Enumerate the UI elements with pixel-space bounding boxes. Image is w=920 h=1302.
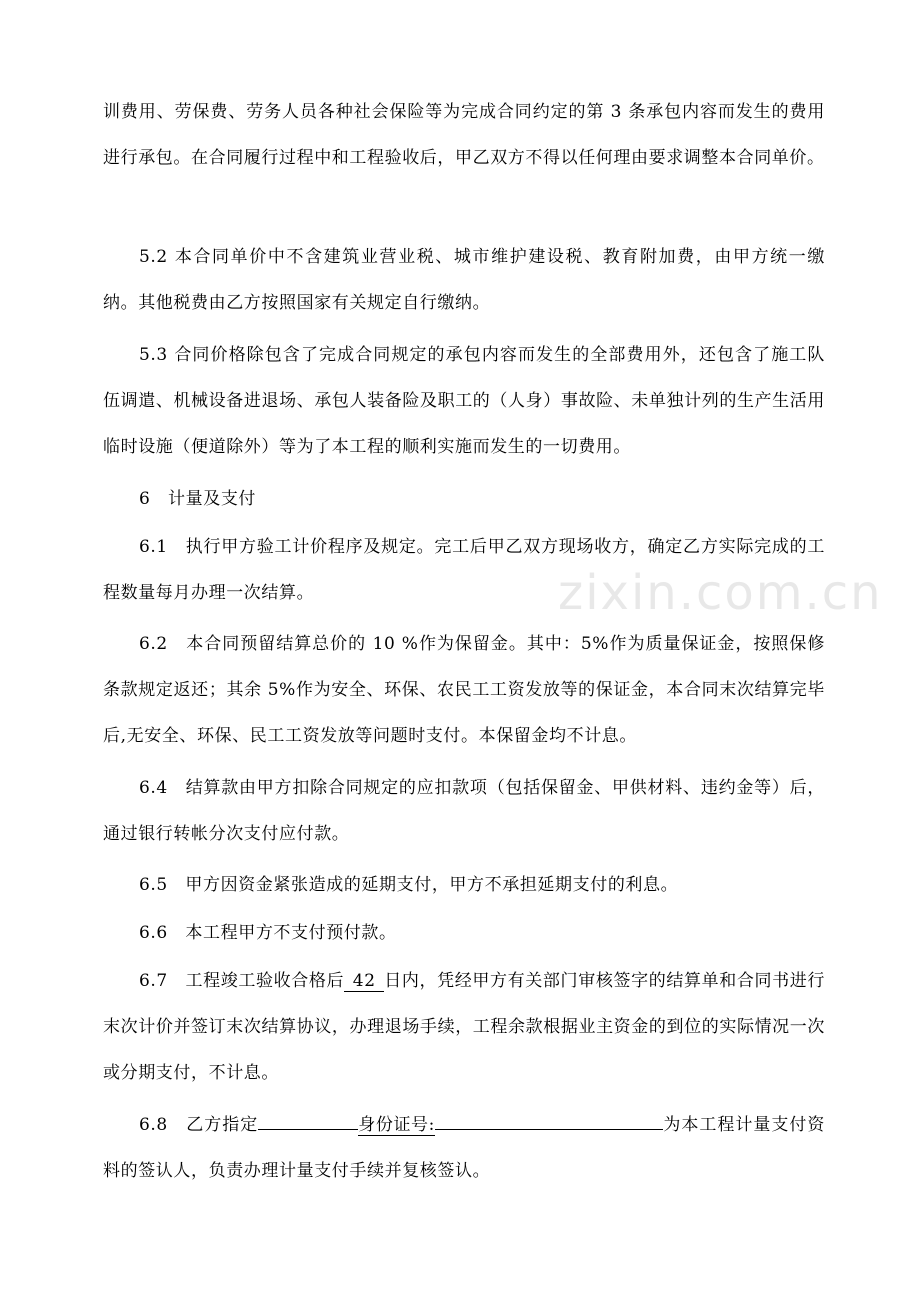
paragraph-6-7-lead: 6.7 工程竣工验收合格后: [139, 971, 345, 991]
paragraph-6-1: 6.1 执行甲方验工计价程序及规定。完工后甲乙双方现场收方，确定乙方实际完成的工程数量每月办理一次结算。: [103, 537, 825, 603]
signatory-name-blank: [258, 1129, 358, 1130]
section-heading-6: 6 计量及支付: [139, 489, 257, 509]
paragraph-6-8-lead: 6.8 乙方指定: [139, 1115, 259, 1135]
paragraph-6-7: [103, 958, 825, 1096]
paragraph-6-4: 6.4 结算款由甲方扣除合同规定的应扣款项（包括保留金、甲供材料、违约金等）后，通过银行转帐分次支付应付款。: [103, 778, 825, 844]
paragraph-6-7-rest: 日内，凭经甲方有关部门审核签字的结算单和合同书进行末次计价并签订末次结算协议，办理退场手续，工程余款根据业主资金的到位的实际情况一次或分期支付，不计息。: [103, 971, 826, 1083]
id-number-blank: [435, 1129, 663, 1130]
paragraph-5-2: 5.2 本合同单价中不含建筑业营业税、城市维护建设税、教育附加费，由甲方统一缴纳。其他税费由乙方按照国家有关规定自行缴纳。: [103, 247, 825, 313]
watermark: zixin.com.cn: [558, 565, 883, 621]
paragraph-6-8: [103, 1102, 825, 1194]
paragraph-continuation: 训费用、劳保费、劳务人员各种社会保险等为完成合同约定的第 3 条承包内容而发生的费用进行承包。在合同履行过程中和工程验收后，甲乙双方不得以任何理由要求调整本合同单价。: [103, 102, 825, 168]
paragraph-6-8-rest: 为本工程计量支付资料的签认人，负责办理计量支付手续并复核签认。: [103, 1115, 825, 1181]
days-underlined-value: 42: [344, 971, 384, 992]
paragraph-6-5: 6.5 甲方因资金紧张造成的延期支付，甲方不承担延期支付的利息。: [139, 875, 679, 895]
paragraph-6-6: 6.6 本工程甲方不支付预付款。: [139, 923, 397, 943]
id-number-label: 身份证号:: [358, 1115, 435, 1135]
paragraph-6-2: 6.2 本合同预留结算总价的 10 %作为保留金。其中：5%作为质量保证金，按照保修条款规定返还；其余 5%作为安全、环保、农民工工资发放等的保证金，本合同末次结算完毕后,无安全、环保、民工工资发放等问题时支付。本保留金均不计息。: [103, 634, 825, 746]
paragraph-5-3: 5.3 合同价格除包含了完成合同规定的承包内容而发生的全部费用外，还包含了施工队伍调遣、机械设备进退场、承包人装备险及职工的（人身）事故险、未单独计列的生产生活用临时设施（便道除外）等为了本工程的顺利实施而发生的一切费用。: [103, 345, 825, 457]
